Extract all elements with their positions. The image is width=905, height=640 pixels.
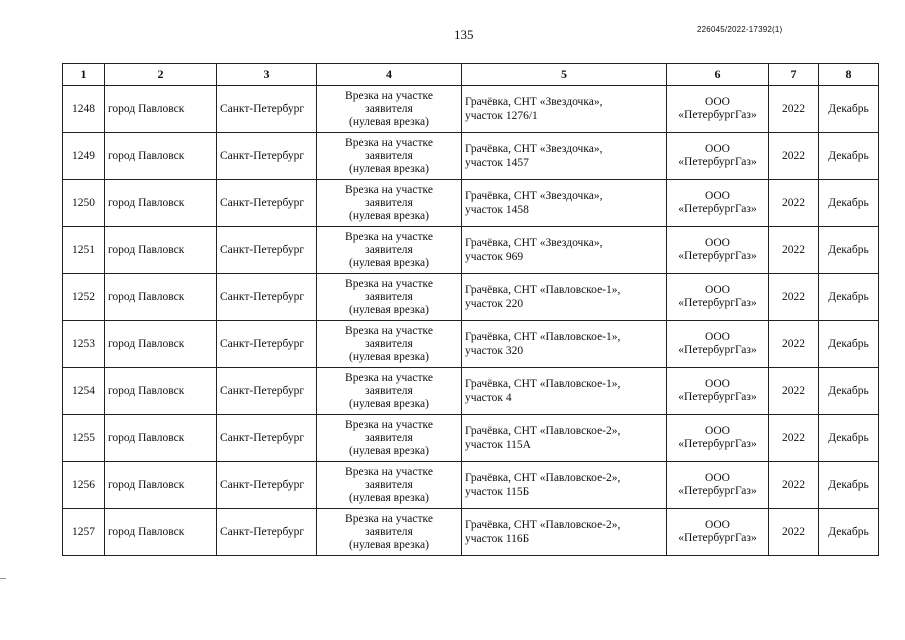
cell-line: заявителя — [365, 478, 413, 491]
header-row — [63, 64, 879, 86]
cell-address — [462, 86, 667, 133]
cell-line: (нулевая врезка) — [349, 444, 429, 457]
cell-number: 1255 — [63, 415, 105, 462]
cell-year: 2022 — [769, 86, 819, 133]
cell-line: заявителя — [365, 431, 413, 444]
table-row — [63, 462, 879, 509]
cell-line: Грачёвка, СНТ «Павловское-1», — [465, 284, 621, 296]
cell-line: Врезка на участке — [345, 230, 433, 243]
edge-mark — [0, 578, 6, 579]
cell-line: ООО — [705, 378, 730, 390]
cell-line: заявителя — [365, 337, 413, 350]
cell-line: Врезка на участке — [345, 324, 433, 337]
cell-organization — [667, 509, 769, 556]
table-row — [63, 274, 879, 321]
cell-region: Санкт-Петербург — [217, 227, 317, 274]
cell-line: Врезка на участке — [345, 418, 433, 431]
cell-line: Врезка на участке — [345, 277, 433, 290]
cell-line: участок 115Б — [465, 486, 530, 498]
cell-line: «ПетербургГаз» — [678, 297, 757, 309]
cell-line: заявителя — [365, 290, 413, 303]
cell-line: (нулевая врезка) — [349, 115, 429, 128]
cell-month: Декабрь — [819, 86, 879, 133]
cell-line: Врезка на участке — [345, 183, 433, 196]
header-cell: 3 — [217, 64, 317, 86]
cell-year: 2022 — [769, 415, 819, 462]
table-row — [63, 509, 879, 556]
table-row — [63, 321, 879, 368]
cell-work-type — [317, 509, 462, 556]
cell-line: участок 220 — [465, 298, 524, 310]
cell-organization — [667, 180, 769, 227]
cell-address — [462, 180, 667, 227]
table-row — [63, 415, 879, 462]
page-number: 135 — [454, 27, 474, 42]
register-table — [62, 63, 879, 556]
cell-month: Декабрь — [819, 133, 879, 180]
cell-line: ООО — [705, 331, 730, 343]
cell-region: Санкт-Петербург — [217, 415, 317, 462]
header-cell: 1 — [63, 64, 105, 86]
cell-number: 1253 — [63, 321, 105, 368]
cell-line: «ПетербургГаз» — [678, 250, 757, 262]
cell-line: (нулевая врезка) — [349, 209, 429, 222]
cell-locality: город Павловск — [105, 368, 217, 415]
cell-month: Декабрь — [819, 462, 879, 509]
cell-month: Декабрь — [819, 415, 879, 462]
cell-organization — [667, 274, 769, 321]
cell-number: 1254 — [63, 368, 105, 415]
cell-line: Врезка на участке — [345, 89, 433, 102]
cell-line: Врезка на участке — [345, 136, 433, 149]
cell-line: участок 1458 — [465, 204, 529, 216]
cell-organization — [667, 368, 769, 415]
cell-region: Санкт-Петербург — [217, 86, 317, 133]
cell-region: Санкт-Петербург — [217, 509, 317, 556]
cell-line: (нулевая врезка) — [349, 256, 429, 269]
table-row — [63, 133, 879, 180]
header-cell: 7 — [769, 64, 819, 86]
cell-address — [462, 133, 667, 180]
cell-line: «ПетербургГаз» — [678, 391, 757, 403]
cell-line: Грачёвка, СНТ «Павловское-2», — [465, 472, 621, 484]
cell-locality: город Павловск — [105, 415, 217, 462]
cell-region: Санкт-Петербург — [217, 321, 317, 368]
cell-work-type — [317, 321, 462, 368]
cell-address — [462, 509, 667, 556]
cell-line: (нулевая врезка) — [349, 491, 429, 504]
cell-work-type — [317, 180, 462, 227]
cell-number: 1248 — [63, 86, 105, 133]
cell-line: участок 320 — [465, 345, 524, 357]
cell-line: «ПетербургГаз» — [678, 156, 757, 168]
cell-line: заявителя — [365, 196, 413, 209]
cell-line: Грачёвка, СНТ «Павловское-2», — [465, 425, 621, 437]
cell-line: ООО — [705, 472, 730, 484]
cell-month: Декабрь — [819, 509, 879, 556]
cell-line: «ПетербургГаз» — [678, 532, 757, 544]
cell-line: (нулевая врезка) — [349, 538, 429, 551]
cell-year: 2022 — [769, 180, 819, 227]
cell-line: (нулевая врезка) — [349, 162, 429, 175]
cell-organization — [667, 86, 769, 133]
cell-line: Грачёвка, СНТ «Звездочка», — [465, 96, 603, 108]
cell-month: Декабрь — [819, 321, 879, 368]
cell-year: 2022 — [769, 227, 819, 274]
cell-address — [462, 415, 667, 462]
cell-address — [462, 462, 667, 509]
cell-number: 1252 — [63, 274, 105, 321]
cell-line: «ПетербургГаз» — [678, 203, 757, 215]
cell-line: заявителя — [365, 102, 413, 115]
cell-locality: город Павловск — [105, 227, 217, 274]
cell-organization — [667, 462, 769, 509]
cell-line: ООО — [705, 143, 730, 155]
document-id: 226045/2022-17392(1) — [697, 25, 783, 34]
cell-month: Декабрь — [819, 274, 879, 321]
cell-number: 1251 — [63, 227, 105, 274]
cell-number: 1249 — [63, 133, 105, 180]
header-cell: 6 — [667, 64, 769, 86]
cell-region: Санкт-Петербург — [217, 462, 317, 509]
cell-work-type — [317, 274, 462, 321]
cell-line: заявителя — [365, 384, 413, 397]
cell-organization — [667, 133, 769, 180]
cell-year: 2022 — [769, 321, 819, 368]
cell-locality: город Павловск — [105, 509, 217, 556]
cell-address — [462, 274, 667, 321]
cell-year: 2022 — [769, 274, 819, 321]
cell-line: «ПетербургГаз» — [678, 438, 757, 450]
header-cell: 2 — [105, 64, 217, 86]
cell-line: (нулевая врезка) — [349, 397, 429, 410]
header-cell: 5 — [462, 64, 667, 86]
table-row — [63, 227, 879, 274]
cell-line: Грачёвка, СНТ «Павловское-1», — [465, 378, 621, 390]
cell-work-type — [317, 227, 462, 274]
cell-line: Врезка на участке — [345, 465, 433, 478]
cell-locality: город Павловск — [105, 321, 217, 368]
cell-month: Декабрь — [819, 180, 879, 227]
table-row — [63, 180, 879, 227]
cell-organization — [667, 415, 769, 462]
cell-line: участок 1276/1 — [465, 110, 538, 122]
cell-line: «ПетербургГаз» — [678, 109, 757, 121]
cell-locality: город Павловск — [105, 86, 217, 133]
cell-number: 1257 — [63, 509, 105, 556]
header-cell: 8 — [819, 64, 879, 86]
cell-work-type — [317, 415, 462, 462]
cell-line: Грачёвка, СНТ «Звездочка», — [465, 190, 603, 202]
cell-month: Декабрь — [819, 227, 879, 274]
cell-work-type — [317, 462, 462, 509]
cell-line: Врезка на участке — [345, 371, 433, 384]
cell-region: Санкт-Петербург — [217, 274, 317, 321]
cell-locality: город Павловск — [105, 180, 217, 227]
cell-work-type — [317, 133, 462, 180]
table-row — [63, 86, 879, 133]
cell-year: 2022 — [769, 462, 819, 509]
cell-address — [462, 227, 667, 274]
cell-line: Врезка на участке — [345, 512, 433, 525]
cell-line: Грачёвка, СНТ «Павловское-1», — [465, 331, 621, 343]
cell-organization — [667, 321, 769, 368]
cell-line: участок 4 — [465, 392, 512, 404]
cell-number: 1250 — [63, 180, 105, 227]
cell-line: ООО — [705, 284, 730, 296]
cell-line: ООО — [705, 190, 730, 202]
cell-line: ООО — [705, 96, 730, 108]
cell-address — [462, 368, 667, 415]
cell-month: Декабрь — [819, 368, 879, 415]
table-row — [63, 368, 879, 415]
cell-line: Грачёвка, СНТ «Звездочка», — [465, 143, 603, 155]
cell-year: 2022 — [769, 368, 819, 415]
cell-line: заявителя — [365, 149, 413, 162]
cell-line: участок 969 — [465, 251, 524, 263]
cell-line: (нулевая врезка) — [349, 303, 429, 316]
cell-region: Санкт-Петербург — [217, 133, 317, 180]
cell-line: участок 115А — [465, 439, 531, 451]
cell-work-type — [317, 368, 462, 415]
cell-line: Грачёвка, СНТ «Звездочка», — [465, 237, 603, 249]
cell-locality: город Павловск — [105, 274, 217, 321]
cell-organization — [667, 227, 769, 274]
cell-line: заявителя — [365, 525, 413, 538]
cell-number: 1256 — [63, 462, 105, 509]
cell-year: 2022 — [769, 133, 819, 180]
cell-line: (нулевая врезка) — [349, 350, 429, 363]
cell-region: Санкт-Петербург — [217, 368, 317, 415]
cell-work-type — [317, 86, 462, 133]
cell-locality: город Павловск — [105, 133, 217, 180]
cell-line: заявителя — [365, 243, 413, 256]
cell-line: ООО — [705, 237, 730, 249]
cell-line: Грачёвка, СНТ «Павловское-2», — [465, 519, 621, 531]
header-cell: 4 — [317, 64, 462, 86]
cell-year: 2022 — [769, 509, 819, 556]
cell-line: «ПетербургГаз» — [678, 344, 757, 356]
cell-line: участок 116Б — [465, 533, 530, 545]
cell-line: ООО — [705, 425, 730, 437]
cell-locality: город Павловск — [105, 462, 217, 509]
cell-line: ООО — [705, 519, 730, 531]
cell-region: Санкт-Петербург — [217, 180, 317, 227]
cell-address — [462, 321, 667, 368]
cell-line: «ПетербургГаз» — [678, 485, 757, 497]
cell-line: участок 1457 — [465, 157, 529, 169]
